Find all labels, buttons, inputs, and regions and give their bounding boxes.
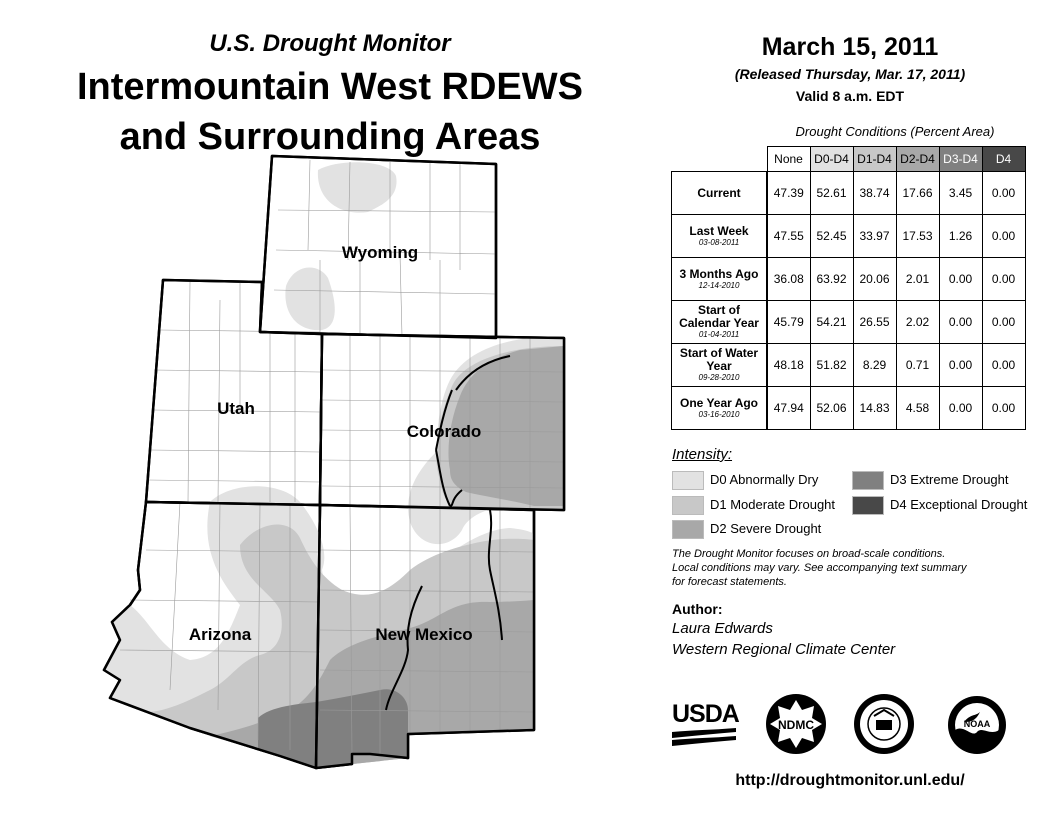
table-cell: 2.02 (896, 301, 939, 344)
table-row (672, 172, 1026, 215)
table-cell: 54.21 (810, 301, 853, 344)
table-cell: 36.08 (767, 258, 810, 301)
table-row (672, 344, 1026, 387)
row-label: Start of Water Year 09-28-2010 (672, 344, 768, 387)
legend-label-d1: D1 Moderate Drought (710, 497, 836, 512)
table-row (672, 387, 1026, 430)
col-header-d0-d4: D0-D4 (810, 147, 853, 172)
table-cell: 26.55 (853, 301, 896, 344)
legend-swatch-d2 (672, 520, 704, 539)
ndmc-logo-text: NDMC (778, 718, 814, 732)
table-cell: 0.00 (939, 301, 982, 344)
table-cell: 17.53 (896, 215, 939, 258)
legend-swatch-d4 (852, 496, 884, 515)
noaa-logo-text: NOAA (963, 719, 991, 729)
legend-label-d2: D2 Severe Drought (710, 521, 822, 536)
table-row (672, 215, 1026, 258)
table-cell: 0.00 (982, 387, 1025, 430)
table-cell: 51.82 (810, 344, 853, 387)
table-corner (672, 147, 768, 172)
state-label-arizona: Arizona (188, 625, 252, 644)
table-cell: 20.06 (853, 258, 896, 301)
table-cell: 0.00 (982, 172, 1025, 215)
table-cell: 52.06 (810, 387, 853, 430)
row-label: Current (672, 172, 768, 215)
table-cell: 33.97 (853, 215, 896, 258)
table-cell: 52.45 (810, 215, 853, 258)
note-line: for forecast statements. (672, 576, 787, 588)
table-cell: 1.26 (939, 215, 982, 258)
usda-logo (672, 700, 738, 748)
table-cell: 0.00 (982, 301, 1025, 344)
col-header-d3-d4: D3-D4 (939, 147, 982, 172)
valid-time: Valid 8 a.m. EDT (795, 88, 905, 104)
state-label-new-mexico: New Mexico (375, 625, 473, 644)
author-organization: Western Regional Climate Center (672, 641, 896, 658)
legend-label-d3: D3 Extreme Drought (890, 472, 1009, 487)
table-cell: 48.18 (767, 344, 810, 387)
usda-logo-text: USDA (672, 700, 739, 728)
col-header-none: None (767, 147, 810, 172)
legend-label-d4: D4 Exceptional Drought (890, 497, 1028, 512)
row-label: One Year Ago 03-16-2010 (672, 387, 768, 430)
usda-logo-swoosh (672, 728, 738, 746)
table-cell: 0.00 (939, 258, 982, 301)
table-cell: 63.92 (810, 258, 853, 301)
table-cell: 0.00 (982, 344, 1025, 387)
legend-swatch-d3 (852, 471, 884, 490)
intensity-heading: Intensity: (672, 446, 733, 463)
col-header-d2-d4: D2-D4 (896, 147, 939, 172)
table-cell: 3.45 (939, 172, 982, 215)
state-label-colorado: Colorado (406, 422, 482, 441)
table-cell: 52.61 (810, 172, 853, 215)
note-line: Local conditions may vary. See accompanying text summary (672, 562, 967, 574)
table-cell: 47.39 (767, 172, 810, 215)
table-cell: 47.55 (767, 215, 810, 258)
drought-monitor-url[interactable]: http://droughtmonitor.unl.edu/ (735, 772, 965, 789)
row-label: Start of Calendar Year 01-04-2011 (672, 301, 768, 344)
disclaimer-note (672, 547, 1032, 589)
col-header-d4: D4 (982, 147, 1025, 172)
legend-label-d0: D0 Abnormally Dry (710, 472, 819, 487)
drought-map (90, 150, 570, 780)
map-subtitle: U.S. Drought Monitor (209, 30, 451, 57)
table-cell: 0.00 (982, 258, 1025, 301)
released-note: (Released Thursday, Mar. 17, 2011) (734, 66, 966, 82)
col-header-d1-d4: D1-D4 (853, 147, 896, 172)
commerce-seal-logo (852, 692, 916, 756)
row-label: Last Week 03-08-2011 (672, 215, 768, 258)
table-cell: 38.74 (853, 172, 896, 215)
table-cell: 4.58 (896, 387, 939, 430)
table-cell: 0.00 (982, 215, 1025, 258)
table-cell: 45.79 (767, 301, 810, 344)
map-title-line2: and Surrounding Areas (119, 116, 541, 158)
table-cell: 17.66 (896, 172, 939, 215)
legend-swatch-d1 (672, 496, 704, 515)
legend-swatch-d0 (672, 471, 704, 490)
author-name: Laura Edwards (672, 620, 773, 637)
state-label-wyoming: Wyoming (341, 243, 419, 262)
table-cell: 0.71 (896, 344, 939, 387)
table-cell: 2.01 (896, 258, 939, 301)
conditions-table (671, 146, 1026, 430)
release-date: March 15, 2011 (761, 33, 939, 61)
table-cell: 47.94 (767, 387, 810, 430)
map-title-line1: Intermountain West RDEWS (77, 66, 583, 108)
table-header-row (672, 147, 1026, 172)
table-cell: 0.00 (939, 344, 982, 387)
state-label-utah: Utah (217, 399, 255, 418)
table-cell: 0.00 (939, 387, 982, 430)
table-cell: 14.83 (853, 387, 896, 430)
ndmc-logo (764, 692, 828, 756)
noaa-logo (946, 694, 1008, 756)
conditions-title: Drought Conditions (Percent Area) (795, 124, 995, 139)
table-row (672, 301, 1026, 344)
table-row (672, 258, 1026, 301)
note-line: The Drought Monitor focuses on broad-scale conditions. (672, 548, 946, 560)
row-label: 3 Months Ago 12-14-2010 (672, 258, 768, 301)
author-heading: Author: (672, 601, 723, 617)
table-cell: 8.29 (853, 344, 896, 387)
